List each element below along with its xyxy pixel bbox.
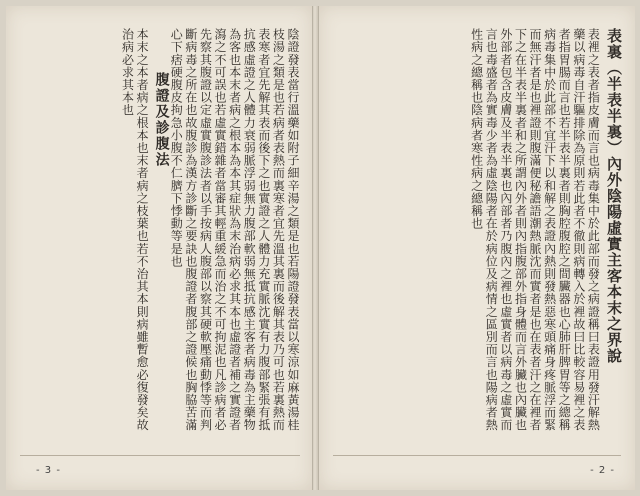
section-heading-biaoli: 表裏（半表半裏）內外陰陽虛實主客本末之界說	[605, 28, 623, 364]
right-page-text-column	[333, 28, 621, 440]
page-number-left: - 3 -	[36, 465, 61, 476]
left-page-body: 陰證發表當行溫藥如附子細辛湯之類是也若陽證發表當以寒涼如麻黃湯桂枝湯之類是也若病者表熱而裏寒者宜先溫其裏而後解其表乃可也若裏熱而表寒者宜先解其表而後下之也實證之人體力充實脈沈實有力腹部緊張有抵抗感虛證之人體力衰弱脈浮弱無力腹部軟弱無抵抗感主客者病毒為主藥物為客也本末者病之根本為本其症狀為末治病必求其本也虛證者補之實證者瀉之不可誤也若虛實錯雜者當審其輕重緩急而治之不可拘泥也凡診病者必先察其腹證以定虛實腹診法者以手按病人腹部以察其硬軟壓痛動悸等而判斷病毒之所在也故腹診為漢方診斷之要訣也腹證者腹部之證候也胸脇苦滿心下痞硬腹皮拘急小腹不仁臍下悸動等是也	[169, 28, 300, 432]
page-left	[6, 6, 313, 490]
section-heading-fuzheng: 腹證及診腹法	[153, 72, 170, 168]
footer-rule-right	[333, 455, 621, 456]
right-page-body: 表裡之表者指皮膚而言也病毒集中於此部而發之病證稱曰表證用發汗解熱藥以病毒自汗驅排除為原則若此者不徹則病轉入於裡故曰比較容易裡之表者指胃腸而言也若半表半裏者則胸腔腹腔之間臟器也心肺肝脾胃等之總稱病毒集中於此部不宜汗下以和解之表證內熱則發熱惡寒頭痛身疼脈浮而緊而無汗者是也裡證則腹滿便秘譫語潮熱脈沈而實者是也在表者汗之在裡者下之在半表半裏者和之所謂內外者則內指腹部外指身體而言外臟也內臟也外部者包含皮膚及半表半裏也內部者乃腹內之裡也虛實者以病毒之虛實而言也毒盛者為實毒少者為虛陰陽者在於病位及病情之區別而言也陽病者熱性病之總稱也陰病者寒性病之總稱也	[469, 28, 601, 432]
left-page-text-column	[20, 28, 300, 440]
left-page-closing: 本末之本者病之根本也末者病之枝葉也若不治其本則病雖暫愈必復發矣故治病必求其本也	[120, 28, 150, 432]
footer-rule-left	[20, 455, 300, 456]
page-number-right: - 2 -	[590, 465, 615, 476]
page-right	[318, 6, 635, 490]
